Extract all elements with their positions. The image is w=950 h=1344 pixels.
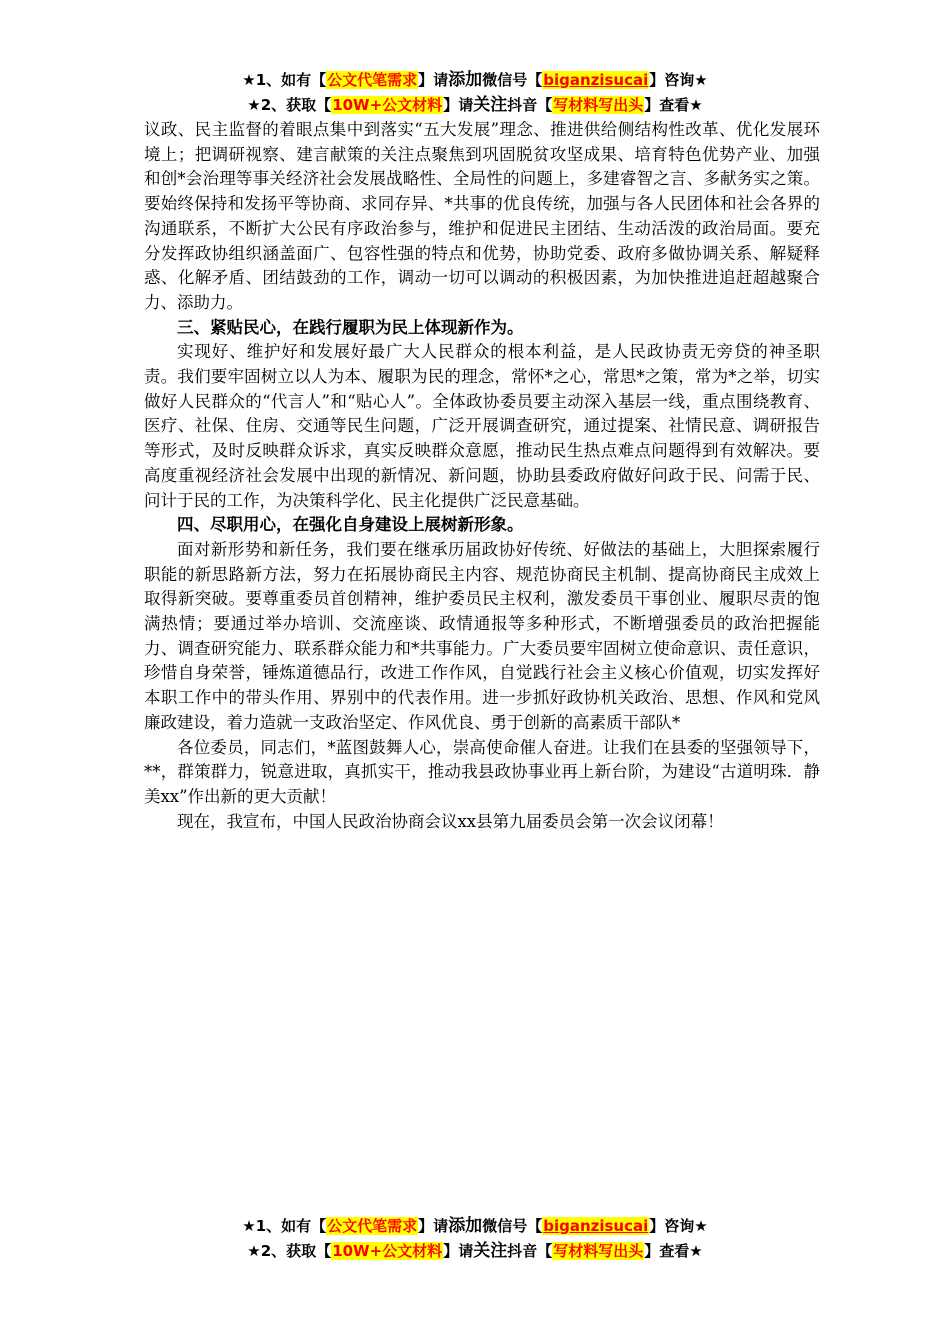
highlight-service: 公文代笔需求 <box>327 71 418 89</box>
wechat-id-link[interactable]: biganzisucai <box>543 1217 649 1235</box>
header-banner <box>0 68 950 118</box>
banner-line-2 <box>0 93 950 118</box>
banner-line-1 <box>0 1214 950 1239</box>
banner-emphasis: 添加 <box>448 1216 483 1236</box>
banner-emphasis: 关注 <box>473 95 508 115</box>
banner-text: 】查看★ <box>644 96 703 114</box>
banner-text: ★1、如有【 <box>242 71 327 89</box>
banner-text: 抖音【 <box>507 96 553 114</box>
douyin-account: 写材料写出头 <box>553 96 644 114</box>
banner-line-2 <box>0 1239 950 1264</box>
banner-text: 微信号【 <box>482 1217 543 1235</box>
banner-text: 】请 <box>418 71 449 89</box>
paragraph: 面对新形势和新任务，我们要在继承历届政协好传统、好做法的基础上，大胆探索履行职能的新思路新方法，努力在拓展协商民主内容、规范协商民主机制、提高协商民主成效上取得新突破。要尊重委员首创精神，维护委员民主权利，激发委员干事创业、履职尽责的饱满热情；要通过举办培训、交流座谈、政情通报等多种形式，不断增强委员的政治把握能力、调查研究能力、联系群众能力和*共事能力。广大委员要牢固树立使命意识、责任意识，珍惜自身荣誉，锤炼道德品行，改进工作作风，自觉践行社会主义核心价值观，切实发挥好本职工作中的带头作用、界别中的代表作用。进一步抓好政协机关政治、思想、作风和党风廉政建设，着力造就一支政治坚定、作风优良、勇于创新的高素质干部队* <box>144 539 820 732</box>
highlight-materials: 10W+公文材料 <box>332 96 443 114</box>
banner-text: 】请 <box>443 96 474 114</box>
douyin-account: 写材料写出头 <box>553 1242 644 1260</box>
paragraph: 各位委员，同志们，*蓝图鼓舞人心，崇高使命催人奋进。让我们在县委的坚强领导下，**，群策群力，锐意进取，真抓实干，推动我县政协事业再上新台阶，为建设“古道明珠．静美xx”作出新的更大贡献！ <box>144 737 820 806</box>
banner-text: 】查看★ <box>644 1242 703 1260</box>
wechat-id-link[interactable]: biganzisucai <box>543 71 649 89</box>
section-heading: 三、紧贴民心，在践行履职为民上体现新作为。 <box>177 317 524 337</box>
paragraph: 现在，我宣布，中国人民政治协商会议xx县第九届委员会第一次会议闭幕！ <box>177 811 724 831</box>
banner-text: 】咨询★ <box>649 1217 708 1235</box>
banner-text: ★2、获取【 <box>247 96 332 114</box>
paragraph: 议政、民主监督的着眼点集中到落实“五大发展”理念、推进供给侧结构性改革、优化发展环境上；把调研视察、建言献策的关注点聚焦到巩固脱贫攻坚成果、培育特色优势产业、加强和创*会治理等事关经济社会发展战略性、全局性的问题上，多建睿智之言、多献务实之策。要始终保持和发扬平等协商、求同存异、*共事的优良传统，加强与各人民团体和社会各界的沟通联系，不断扩大公民有序政治参与，维护和促进民主团结、生动活泼的政治局面。要充分发挥政协组织涵盖面广、包容性强的特点和优势，协助党委、政府多做协调关系、解疑释惑、化解矛盾、团结鼓劲的工作，调动一切可以调动的积极因素，为加快推进追赶超越聚合力、添助力。 <box>144 120 820 312</box>
banner-line-1 <box>0 68 950 93</box>
banner-text: 抖音【 <box>507 1242 553 1260</box>
document-body <box>144 118 820 834</box>
banner-text: 微信号【 <box>482 71 543 89</box>
highlight-service: 公文代笔需求 <box>327 1217 418 1235</box>
banner-text: ★1、如有【 <box>242 1217 327 1235</box>
banner-emphasis: 关注 <box>473 1241 508 1261</box>
banner-text: 】咨询★ <box>649 71 708 89</box>
paragraph: 实现好、维护好和发展好最广大人民群众的根本利益，是人民政协责无旁贷的神圣职责。我们要牢固树立以人为本、履职为民的理念，常怀*之心，常思*之策，常为*之举，切实做好人民群众的“代言人”和“贴心人”。全体政协委员要主动深入基层一线，重点围绕教育、医疗、社保、住房、交通等民生问题，广泛开展调查研究，通过提案、社情民意、调研报告等形式，及时反映群众诉求，真实反映群众意愿，推动民生热点难点问题得到有效解决。要高度重视经济社会发展中出现的新情况、新问题，协助县委政府做好问政于民、问需于民、问计于民的工作，为决策科学化、民主化提供广泛民意基础。 <box>144 342 820 510</box>
section-heading: 四、尽职用心，在强化自身建设上展树新形象。 <box>177 515 524 535</box>
banner-text: ★2、获取【 <box>247 1242 332 1260</box>
footer-banner <box>0 1214 950 1264</box>
banner-text: 】请 <box>418 1217 449 1235</box>
banner-emphasis: 添加 <box>448 70 483 90</box>
highlight-materials: 10W+公文材料 <box>332 1242 443 1260</box>
banner-text: 】请 <box>443 1242 474 1260</box>
